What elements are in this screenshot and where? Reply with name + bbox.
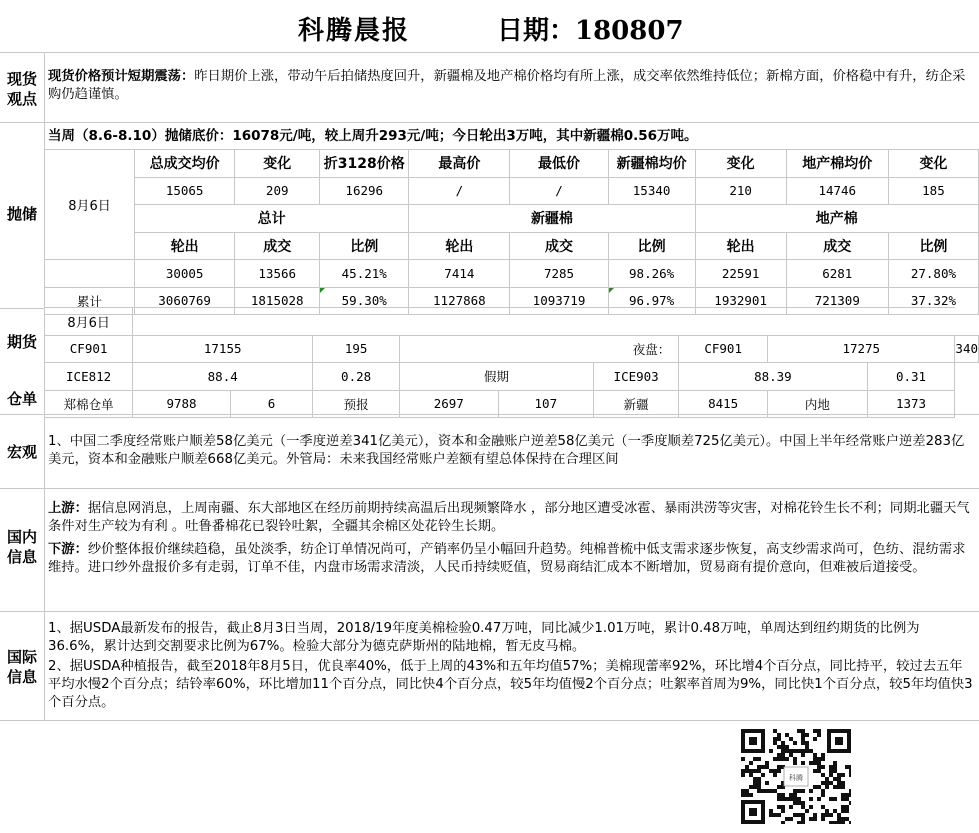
cum-value: 1932901: [695, 287, 786, 315]
sub-header: 轮出: [409, 232, 510, 260]
spot-section: [0, 52, 979, 123]
sub-header: 成交: [510, 232, 608, 260]
forecast-value: 2697: [400, 390, 499, 418]
day-value: 98.26%: [608, 260, 695, 288]
price-value: 14746: [786, 177, 888, 205]
auction-summary: 当周（8.6-8.10）抛储底价：16078元/吨，较上周升293元/吨；今日轮出3万吨，其中新疆棉0.56万吨。: [48, 128, 698, 144]
cf-blank: [400, 335, 594, 363]
spot-body: 昨日期价上涨，带动午后拍储热度回升，新疆棉及地产棉价格均有所上涨，成交率依然维持低位；新棉方面，价格稳中有升，纺企采购仍趋谨慎。: [48, 69, 966, 102]
ice-code: ICE812: [45, 363, 133, 391]
futures-date-row: [45, 308, 979, 336]
day-value-row: [45, 260, 979, 288]
cum-value: 59.30%: [320, 287, 409, 315]
intl-item-1: 1、据USDA最新发布的报告，截止8月3日当周，2018/19年度美棉检验0.47万吨，同比减少1.01万吨，累计0.48万吨，单周达到纽约期货的比例为36.6%，累计达到交割要求比例为67%。检验大部分为德克萨斯州的陆地棉，暂无皮马棉。: [48, 621, 920, 654]
domestic-section: [0, 487, 979, 612]
report-date: 日期：180807: [497, 16, 684, 46]
price-value: 16296: [320, 177, 409, 205]
auction-table: [44, 149, 979, 315]
auction-date: 8月6日: [45, 150, 135, 260]
qr-code: [741, 729, 851, 824]
sub-header: 比例: [320, 232, 409, 260]
macro-text: 1、中国二季度经常账户顺差58亿美元（一季度逆差341亿美元），资本和金融账户逆差58亿美元（一季度顺差725亿美元）。中国上半年经常账户逆差283亿美元，资本和金融账户顺差668亿美元。外管局：未来我国经常账户差额有望总体保持在合理区间: [48, 434, 965, 467]
group-header-total: 总计: [135, 205, 409, 233]
report-title: 科腾晨报: [298, 16, 411, 46]
day-value: 13566: [235, 260, 320, 288]
night-session-label: 夜盘：: [594, 335, 679, 363]
macro-label: 宏观: [6, 443, 37, 461]
cum-value: 1093719: [510, 287, 608, 315]
day-value: 45.21%: [320, 260, 409, 288]
cum-value: 1127868: [409, 287, 510, 315]
day-spacer: [45, 260, 135, 288]
day-value: 6281: [786, 260, 888, 288]
futures-date-blank: [133, 308, 955, 336]
report-header: [0, 0, 979, 53]
price-header: 变化: [888, 150, 978, 178]
price-header: 最低价: [510, 150, 608, 178]
price-value: 185: [888, 177, 978, 205]
auction-label: 抛储: [6, 205, 37, 223]
day-value: 27.80%: [888, 260, 978, 288]
price-value: /: [510, 177, 608, 205]
price-header: 变化: [695, 150, 786, 178]
price-value: /: [409, 177, 510, 205]
sub-header: 比例: [608, 232, 695, 260]
group-header-row: [45, 205, 979, 233]
price-value: 210: [695, 177, 786, 205]
futures-table: [44, 307, 979, 418]
cum-value: 37.32%: [888, 287, 978, 315]
warehouse-name: 郑棉仓单: [45, 390, 133, 418]
price-header: 地产棉均价: [786, 150, 888, 178]
price-value: 15340: [608, 177, 695, 205]
cf-row: [45, 335, 979, 363]
sub-header: 成交: [235, 232, 320, 260]
warehouse-value: 9788: [133, 390, 231, 418]
auction-divider: [0, 308, 44, 309]
price-header: 总成交均价: [135, 150, 235, 178]
sub-header: 成交: [786, 232, 888, 260]
price-value-row: [45, 177, 979, 205]
cum-value: 3060769: [135, 287, 235, 315]
day-value: 7285: [510, 260, 608, 288]
inland-value: 1373: [867, 390, 955, 418]
sub-header: 轮出: [135, 232, 235, 260]
cum-value: 721309: [786, 287, 888, 315]
ice2-code: ICE903: [594, 363, 679, 391]
warehouse-label: 仓单: [6, 390, 37, 408]
price-value: 15065: [135, 177, 235, 205]
spot-text: [48, 68, 973, 104]
futures-date: 8月6日: [45, 308, 133, 336]
macro-section: [0, 414, 979, 489]
price-header: 新疆棉均价: [608, 150, 695, 178]
price-header: 折3128价格: [320, 150, 409, 178]
downstream-text: 纱价整体报价继续趋稳，虽处淡季，纺企订单情况尚可，产销率仍呈小幅回升趋势。纯棉普梳中低支需求逐步恢复，高支纱需求尚可，色纺、混纺需求维持。进口纱外盘报价多有走弱，订单不佳，内盘市场需求清淡，人民币持续贬值，贸易商结汇成本不断增加，贸易商有提价意向，但难被后道接受。: [48, 542, 966, 575]
sub-header-row: [45, 232, 979, 260]
price-value: 209: [235, 177, 320, 205]
day-value: 30005: [135, 260, 235, 288]
cumulative-label: 累计: [45, 287, 135, 315]
day-value: 22591: [695, 260, 786, 288]
qr-logo-caption: 科腾: [789, 774, 803, 782]
cum-value: 96.97%: [608, 287, 695, 315]
spot-label: 现货观点: [6, 70, 37, 108]
domestic-label: 国内信息: [6, 528, 37, 566]
ice2-change: 0.31: [867, 363, 955, 391]
group-header-xinjiang: 新疆棉: [409, 205, 695, 233]
price-header: 最高价: [409, 150, 510, 178]
price-header: 变化: [235, 150, 320, 178]
price-header-row: [45, 150, 979, 178]
cf-night-price: 17275: [768, 335, 955, 363]
sub-header: 轮出: [695, 232, 786, 260]
downstream-lead: 下游：: [48, 542, 88, 557]
holiday-note: 假期: [400, 363, 594, 391]
futures-label: 期货: [6, 333, 37, 351]
upstream-text: 据信息网消息，上周南疆、东大部地区在经历前期持续高温后出现频繁降水 ，部分地区遭受冰雹、暴雨洪涝等灾害，对棉花铃生长不利；同期北疆天气条件对生产较为有利 。吐鲁番棉花已裂铃吐絮，全疆其余棉区处花铃生长期。: [48, 501, 970, 534]
cf-change: 195: [313, 335, 400, 363]
xinjiang-label: 新疆: [594, 390, 679, 418]
domestic-upstream: [48, 500, 973, 536]
sub-header: 比例: [888, 232, 978, 260]
spot-lead: 现货价格预计短期震荡：: [48, 69, 195, 84]
ice-change: 0.28: [313, 363, 400, 391]
forecast-label: 预报: [313, 390, 400, 418]
domestic-downstream: [48, 541, 973, 577]
upstream-lead: 上游：: [48, 501, 88, 516]
cf-night-change: 340: [955, 335, 979, 363]
day-value: 7414: [409, 260, 510, 288]
cf-night-code: CF901: [679, 335, 768, 363]
cf-price: 17155: [133, 335, 313, 363]
intl-section: [0, 611, 979, 721]
ice-price: 88.4: [133, 363, 313, 391]
inland-label: 内地: [768, 390, 867, 418]
forecast-change: 107: [498, 390, 593, 418]
ice2-price: 88.39: [679, 363, 867, 391]
ice-row: [45, 363, 979, 391]
cum-value: 1815028: [235, 287, 320, 315]
intl-item-2: 2、据USDA种植报告，截至2018年8月5日，优良率40%，低于上周的43%和五年均值57%；美棉现蕾率92%，环比增4个百分点，同比持平，较过去五年平均水慢2个百分点；结铃率60%，环比增加11个百分点，同比快4个百分点，较5年均值慢2个百分点；吐絮率首周为9%，同比快1个百分点，较5年均值快3个百分点。: [48, 659, 973, 710]
intl-label: 国际信息: [6, 648, 37, 686]
warehouse-change: 6: [230, 390, 312, 418]
xinjiang-value: 8415: [679, 390, 768, 418]
group-header-local: 地产棉: [695, 205, 978, 233]
cf-code: CF901: [45, 335, 133, 363]
